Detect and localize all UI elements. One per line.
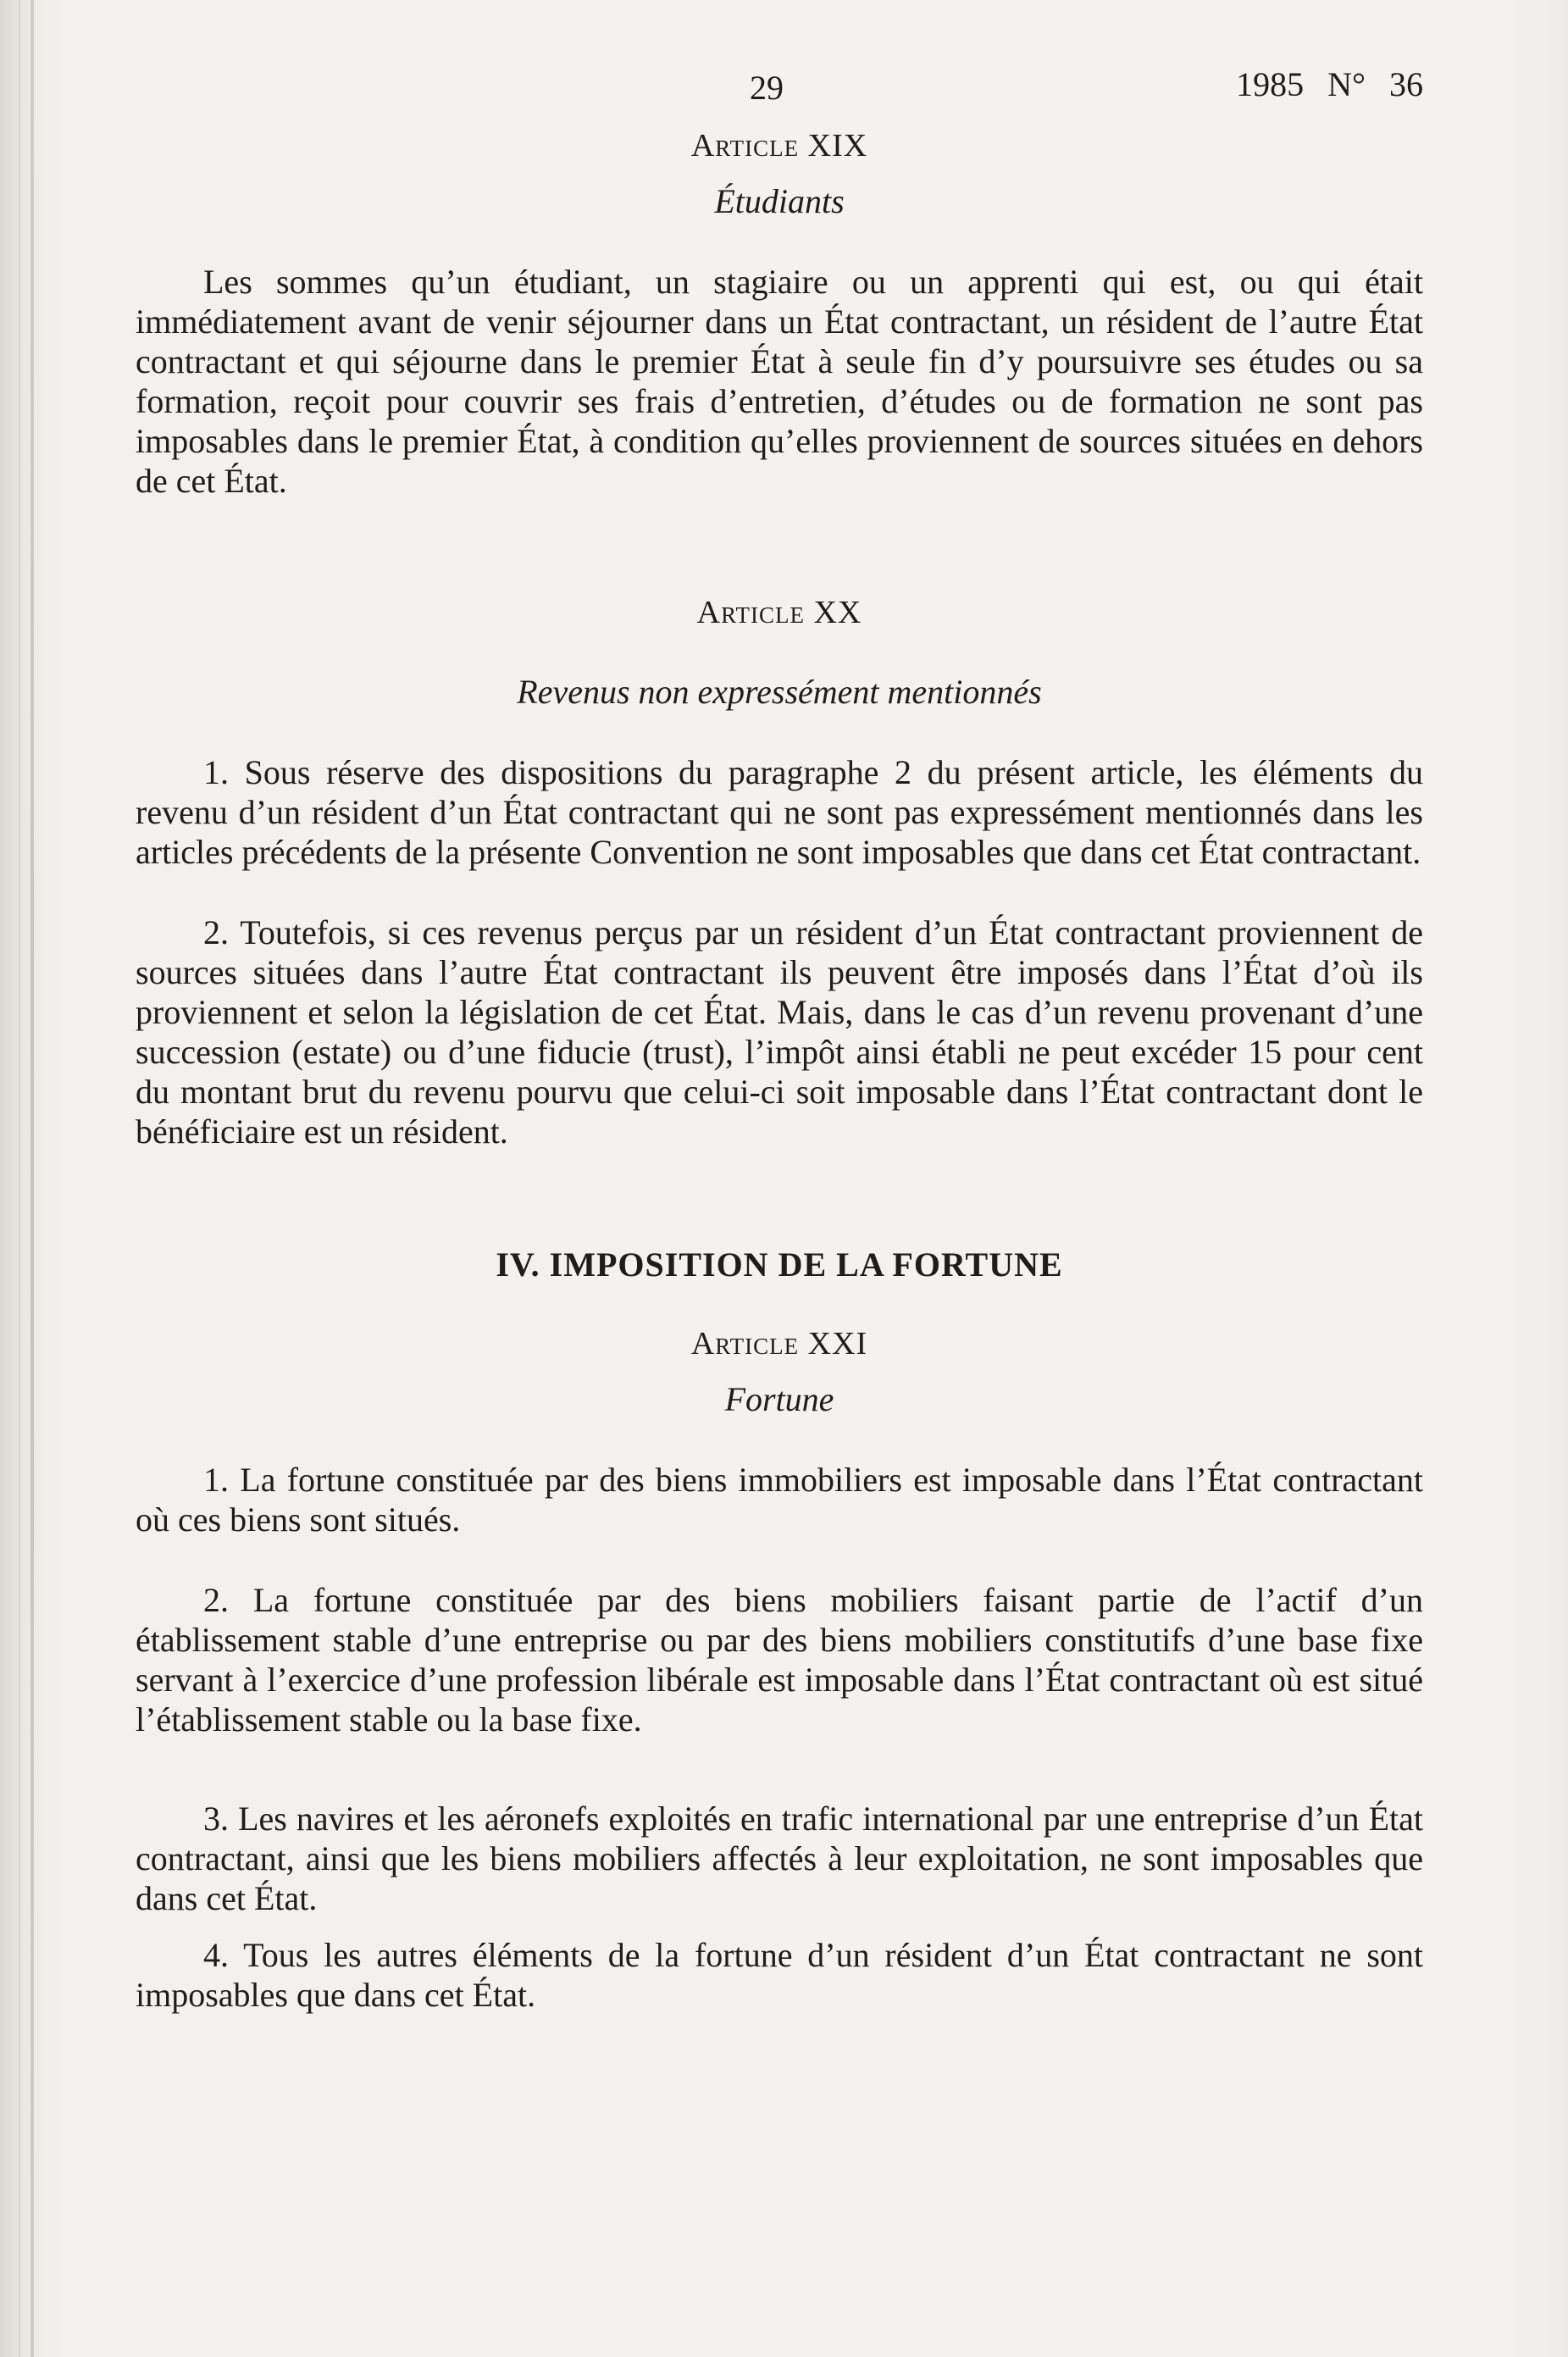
article-xx-paragraph-1: 1. Sous réserve des dispositions du paragraphe 2 du présent article, les éléments du revenu d’un résident d’un État contractant qui ne sont pas expressément mentionnés dans les articles précédents de la présente Convention ne sont imposables que dans cet État contractant. — [136, 753, 1423, 871]
page-number: 29 — [750, 69, 784, 107]
page-content — [136, 59, 1423, 2015]
article-xxi-paragraph-4: 4. Tous les autres éléments de la fortune d’un résident d’un État contractant ne sont imposables que dans cet État. — [136, 1936, 1423, 2014]
article-xix-subtitle: Étudiants — [714, 182, 845, 220]
binding-shadow — [19, 0, 20, 2357]
article-xxi-title: Article XXI — [690, 1326, 868, 1362]
article-xx-subtitle: Revenus non expressément mentionnés — [517, 673, 1042, 711]
article-xxi-paragraph-3: 3. Les navires et les aéronefs exploités en trafic international par une entreprise d’un État contractant, ainsi que les biens mobiliers affectés à leur exploitation, ne sont imposables que dans cet État. — [136, 1800, 1423, 1917]
article-xx-title: Article XX — [696, 595, 862, 630]
section-iv-heading: IV. IMPOSITION DE LA FORTUNE — [496, 1245, 1063, 1284]
page-fold — [30, 0, 34, 2357]
article-xix-paragraph: Les sommes qu’un étudiant, un stagiaire ou un apprenti qui est, ou qui était immédiatement avant de venir séjourner dans un État contractant, un résident de l’autre État contractant et qui séjourne dans le premier État à seule fin d’y poursuivre ses études ou sa formation, reçoit pour couvrir ses frais d’entretien, d’études ou de formation ne sont pas imposables dans le premier État, à condition qu’elles proviennent de sources situées en dehors de cet État. — [136, 263, 1423, 500]
article-xxi-paragraph-1: 1. La fortune constituée par des biens immobiliers est imposable dans l’État contractant où ces biens sont situés. — [136, 1461, 1423, 1539]
gazette-year-number: 1985 N° 36 — [1236, 65, 1423, 103]
article-xix-title: Article XIX — [690, 128, 868, 164]
article-xxi-subtitle: Fortune — [724, 1380, 834, 1418]
article-xx-paragraph-2: 2. Toutefois, si ces revenus perçus par un résident d’un État contractant proviennent de sources situées dans l’autre État contractant ils peuvent être imposés dans l’État d’où ils proviennent et selon la législation de cet État. Mais, dans le cas d’un revenu provenant d’une succession (estate) ou d’une fiducie (trust), l’impôt ainsi établi ne peut excéder 15 pour cent du montant brut du revenu pourvu que celui-ci soit imposable dans l’État contractant dont le bénéficiaire est un résident. — [136, 913, 1423, 1151]
page-header — [136, 59, 1423, 127]
article-xxi-paragraph-2: 2. La fortune constituée par des biens mobiliers faisant partie de l’actif d’un établissement stable d’une entreprise ou par des biens mobiliers constitutifs d’une base fixe servant à l’exercice d’une profession libérale est imposable dans l’État contractant où est situé l’établissement stable ou la base fixe. — [136, 1581, 1423, 1739]
